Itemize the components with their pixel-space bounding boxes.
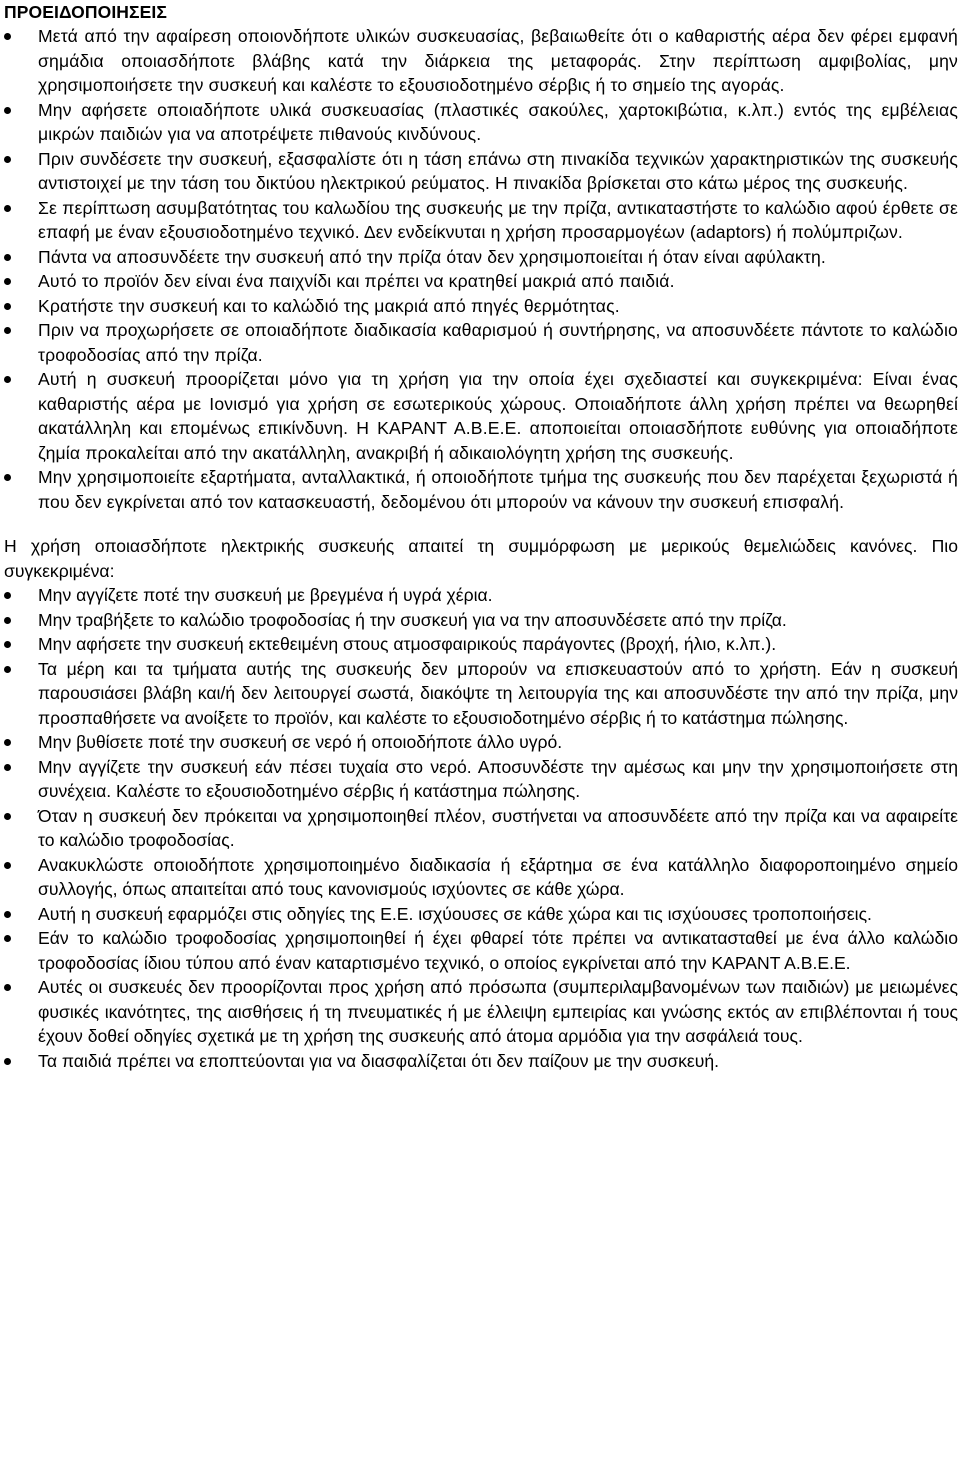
- list-item: Τα μέρη και τα τμήματα αυτής της συσκευής δεν μπορούν να επισκευαστούν από το χρήστη. Εάν η συσκευή παρουσιάσει βλάβη και/ή δεν λειτουργεί σωστά, διακόψτε τη λειτουργία της και αποσυνδέστε την από την πρίζα, μην προσπαθήσετε να ανοίξετε το προϊόν, και καλέστε το εξουσιοδοτημένο σέρβις ή το κατάστημα πώλησης.: [4, 657, 958, 731]
- electrical-rules-list: [4, 583, 958, 1073]
- list-item: Μην τραβήξετε το καλώδιο τροφοδοσίας ή την συσκευή για να την αποσυνδέσετε από την πρίζα.: [4, 608, 958, 633]
- list-item: Μην αγγίζετε ποτέ την συσκευή με βρεγμένα ή υγρά χέρια.: [4, 583, 958, 608]
- list-item: Μην βυθίσετε ποτέ την συσκευή σε νερό ή οποιοδήποτε άλλο υγρό.: [4, 730, 958, 755]
- list-item: Μετά από την αφαίρεση οποιονδήποτε υλικών συσκευασίας, βεβαιωθείτε ότι ο καθαριστής αέρα δεν φέρει εμφανή σημάδια οποιασδήποτε βλάβης κατά την διάρκεια της μεταφοράς. Στην περίπτωση αμφιβολίας, μην χρησιμοποιήσετε την συσκευή και καλέστε το εξουσιοδοτημένο σέρβις ή το σημείο της αγοράς.: [4, 24, 958, 98]
- list-item: Τα παιδιά πρέπει να εποπτεύονται για να διασφαλίζεται ότι δεν παίζουν με την συσκευή.: [4, 1049, 958, 1074]
- list-item: Εάν το καλώδιο τροφοδοσίας χρησιμοποιηθεί ή έχει φθαρεί τότε πρέπει να αντικατασταθεί με ένα άλλο καλώδιο τροφοδοσίας ίδιου τύπου από έναν καταρτισμένο τεχνικό, ο οποίος εγκρίνεται από την ΚΑΡΑΝΤ Α.Β.Ε.Ε.: [4, 926, 958, 975]
- electrical-intro-paragraph: Η χρήση οποιασδήποτε ηλεκτρικής συσκευής απαιτεί τη συμμόρφωση με μερικούς θεμελιώδεις κανόνες. Πιο συγκεκριμένα:: [4, 536, 958, 581]
- list-item: Πριν συνδέσετε την συσκευή, εξασφαλίστε ότι η τάση επάνω στη πινακίδα τεχνικών χαρακτηριστικών της συσκευής αντιστοιχεί με την τάση του δικτύου ηλεκτρικού ρεύματος. Η πινακίδα βρίσκεται στο κάτω μέρος της συσκευής.: [4, 147, 958, 196]
- list-item: Πριν να προχωρήσετε σε οποιαδήποτε διαδικασία καθαρισμού ή συντήρησης, να αποσυνδέετε πάντοτε το καλώδιο τροφοδοσίας από την πρίζα.: [4, 318, 958, 367]
- list-item: Μην αφήσετε την συσκευή εκτεθειμένη στους ατμοσφαιρικούς παράγοντες (βροχή, ήλιο, κ.λπ.).: [4, 632, 958, 657]
- list-item: Αυτές οι συσκευές δεν προορίζονται προς χρήση από πρόσωπα (συμπεριλαμβανομένων των παιδιών) με μειωμένες φυσικές ικανότητες, της αισθήσεις ή τη πνευματικές ή με έλλειψη εμπειρίας και γνώσης εκτός αν επιβλέπονται ή τους έχουν δοθεί οδηγίες σχετικά με τη χρήση της συσκευής από άτομα αρμόδια για την ασφάλειά τους.: [4, 975, 958, 1049]
- warnings-list: [4, 24, 958, 514]
- list-item: Σε περίπτωση ασυμβατότητας του καλωδίου της συσκευής με την πρίζα, αντικαταστήστε το καλώδιο αφού έρθετε σε επαφή με έναν εξουσιοδοτημένο τεχνικό. Δεν ενδείκνυται η χρήση προσαρμογέων (adaptors) ή πολύμπριζων.: [4, 196, 958, 245]
- list-item: Αυτή η συσκευή προορίζεται μόνο για τη χρήση για την οποία έχει σχεδιαστεί και συγκεκριμένα: Είναι ένας καθαριστής αέρα με Ιονισμό για χρήση σε εσωτερικούς χώρους. Οποιαδήποτε άλλη χρήση πρέπει να θεωρηθεί ακατάλληλη και επομένως επικίνδυνη. Η ΚΑΡΑΝΤ Α.Β.Ε.Ε. αποποιείται οποιασδήποτε ευθύνης για οποιαδήποτε ζημία προκαλείται από την ακατάλληλη, ανακριβή ή αδικαιολόγητη χρήση της συσκευής.: [4, 367, 958, 465]
- list-item: Πάντα να αποσυνδέετε την συσκευή από την πρίζα όταν δεν χρησιμοποιείται ή όταν είναι αφύλακτη.: [4, 245, 958, 270]
- list-item: Αυτό το προϊόν δεν είναι ένα παιχνίδι και πρέπει να κρατηθεί μακριά από παιδιά.: [4, 269, 958, 294]
- list-item: Μην αφήσετε οποιαδήποτε υλικά συσκευασίας (πλαστικές σακούλες, χαρτοκιβώτια, κ.λπ.) εντός της εμβέλειας μικρών παιδιών για να αποτρέψετε πιθανούς κινδύνους.: [4, 98, 958, 147]
- list-item: Μην χρησιμοποιείτε εξαρτήματα, ανταλλακτικά, ή οποιοδήποτε τμήμα της συσκευής που δεν παρέχεται ξεχωριστά ή που δεν εγκρίνεται από τον κατασκευαστή, δεδομένου ότι μπορούν να κάνουν την συσκευή επισφαλή.: [4, 465, 958, 514]
- list-item: Κρατήστε την συσκευή και το καλώδιό της μακριά από πηγές θερμότητας.: [4, 294, 958, 319]
- list-item: Όταν η συσκευή δεν πρόκειται να χρησιμοποιηθεί πλέον, συστήνεται να αποσυνδέετε από την πρίζα και να αφαιρείτε το καλώδιο τροφοδοσίας.: [4, 804, 958, 853]
- list-item: Ανακυκλώστε οποιοδήποτε χρησιμοποιημένο διαδικασία ή εξάρτημα σε ένα κατάλληλο διαφοροποιημένο σημείο συλλογής, όπως απαιτείται από τους κανονισμούς ισχύοντες σε κάθε χώρα.: [4, 853, 958, 902]
- page-title: ΠΡΟΕΙΔΟΠΟΙΗΣΕΙΣ: [4, 2, 167, 22]
- list-item: Μην αγγίζετε την συσκευή εάν πέσει τυχαία στο νερό. Αποσυνδέστε την αμέσως και μην την χρησιμοποιήσετε στη συνέχεια. Καλέστε το εξουσιοδοτημένο σέρβις ή κατάστημα πώλησης.: [4, 755, 958, 804]
- list-item: Αυτή η συσκευή εφαρμόζει στις οδηγίες της Ε.Ε. ισχύουσες σε κάθε χώρα και τις ισχύουσες τροποποιήσεις.: [4, 902, 958, 927]
